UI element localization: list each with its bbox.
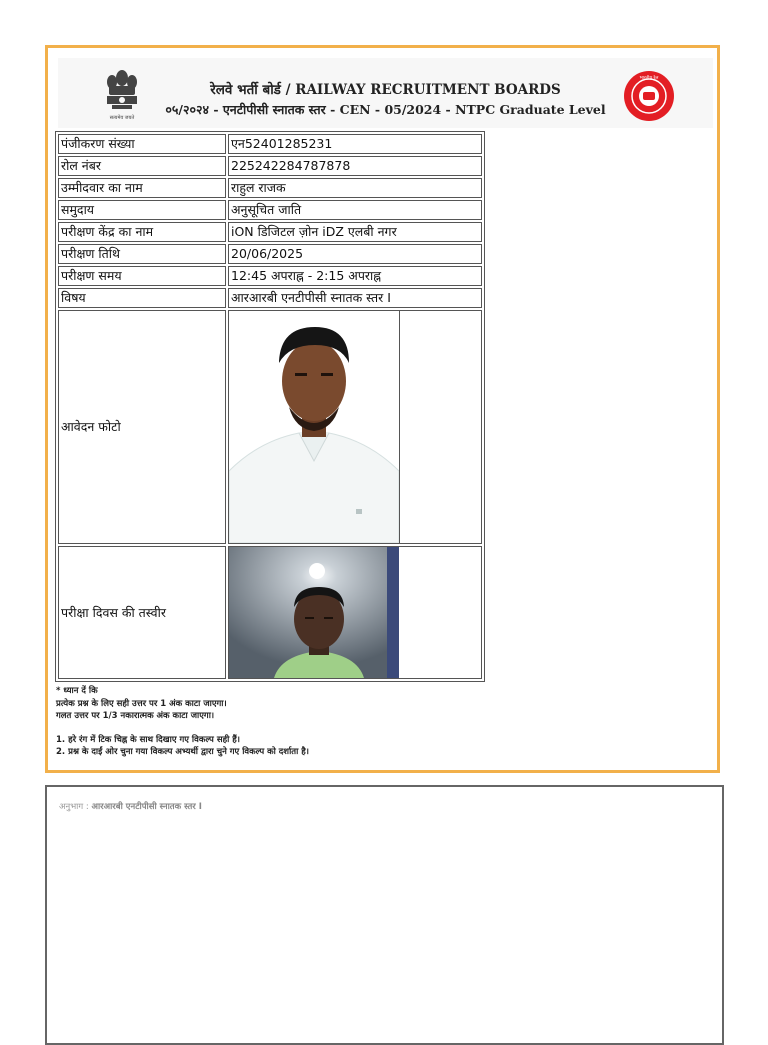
field-label: समुदाय [58, 200, 226, 220]
field-label: रोल नंबर [58, 156, 226, 176]
logo-text: भारतीय रेल [639, 76, 659, 81]
exam-day-photo-cell [228, 546, 482, 679]
field-value: अनुसूचित जाति [228, 200, 482, 220]
table-row [58, 288, 482, 308]
application-photo-label: आवेदन फोटो [58, 310, 226, 544]
field-value: आरआरबी एनटीपीसी स्नातक स्तर I [228, 288, 482, 308]
table-row [58, 178, 482, 198]
exam-day-photo-label: परीक्षा दिवस की तस्वीर [58, 546, 226, 679]
header-banner [58, 58, 713, 128]
section-panel [45, 785, 724, 1045]
instructions-notes [56, 685, 309, 759]
board-title: रेलवे भर्ती बोर्ड / RAILWAY RECRUITMENT BOARDS [210, 82, 561, 98]
exam-title: ०५/२०२४ - एनटीपीसी स्नातक स्तर - CEN - 05/2024 - NTPC Graduate Level [165, 102, 606, 117]
section-label-key: अनुभाग : [59, 802, 89, 812]
field-label: विषय [58, 288, 226, 308]
candidate-portrait-icon [229, 311, 399, 543]
field-value: एन52401285231 [228, 134, 482, 154]
table-row [58, 134, 482, 154]
emblem-caption: सत्यमेव जयते [109, 115, 135, 121]
field-label: पंजीकरण संख्या [58, 134, 226, 154]
candidate-details-table [55, 131, 485, 682]
notes-heading: * ध्यान दें कि [56, 686, 98, 696]
indian-railways-logo-icon [623, 70, 675, 122]
table-row [58, 310, 482, 544]
section-label-value: आरआरबी एनटीपीसी स्नातक स्तर I [91, 802, 202, 812]
notes-line: गलत उत्तर पर 1/3 नकारात्मक अंक काटा जाएगा। [56, 711, 215, 721]
table-row [58, 222, 482, 242]
candidate-info-card [45, 45, 720, 773]
application-photo-cell [228, 310, 482, 544]
exam-day-photo [229, 547, 399, 678]
field-value: 12:45 अपराह्न - 2:15 अपराह्न [228, 266, 482, 286]
application-photo [229, 311, 400, 543]
table-row [58, 156, 482, 176]
exam-day-portrait-icon [229, 547, 399, 678]
field-label: परीक्षण तिथि [58, 244, 226, 264]
field-value: 20/06/2025 [228, 244, 482, 264]
table-row [58, 244, 482, 264]
field-value: iON डिजिटल ज़ोन iDZ एलबी नगर [228, 222, 482, 242]
field-label: परीक्षण समय [58, 266, 226, 286]
field-label: उम्मीदवार का नाम [58, 178, 226, 198]
section-label [59, 801, 202, 812]
field-value: राहुल राजक [228, 178, 482, 198]
field-value: 225242284787878 [228, 156, 482, 176]
notes-line: 1. हरे रंग में टिक चिह्न के साथ दिखाए गए विकल्प सही हैं। [56, 734, 240, 745]
table-row [58, 266, 482, 286]
notes-line: 2. प्रश्न के दाईं ओर चुना गया विकल्प अभ्यर्थी द्वारा चुने गए विकल्प को दर्शाता है। [56, 747, 310, 757]
field-label: परीक्षण केंद्र का नाम [58, 222, 226, 242]
table-row [58, 200, 482, 220]
table-row [58, 546, 482, 679]
notes-line: प्रत्येक प्रश्न के लिए सही उत्तर पर 1 अंक काटा जाएगा। [56, 698, 227, 709]
